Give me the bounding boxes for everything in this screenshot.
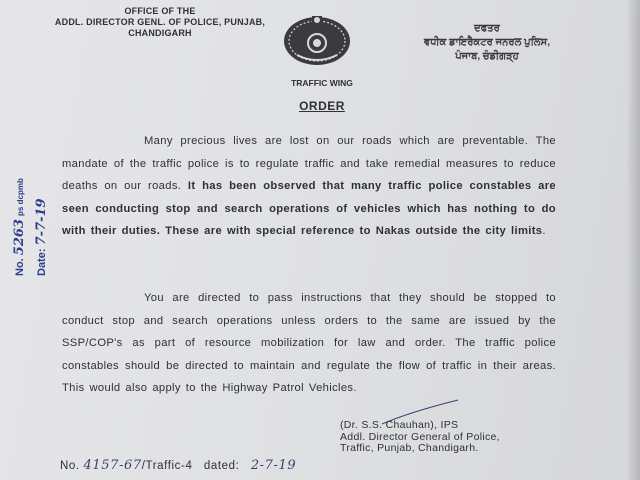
paragraph-2 (62, 287, 556, 400)
punjabi-line-1: ਦਫਤਰ (474, 23, 500, 34)
stamp-date-label: Date: (36, 248, 48, 276)
punjabi-line-3: ਪੰਜਾਬ, ਚੰਡੀਗੜ੍ਹ (455, 51, 519, 62)
signer-name: (Dr. S.S. Chauhan), IPS (340, 419, 459, 431)
letterhead-line-3: CHANDIGARH (128, 28, 192, 38)
memo-dated-label: dated: (203, 460, 240, 472)
stamp-date-row (34, 198, 49, 276)
letterhead-line-1: OFFICE OF THE (124, 6, 196, 16)
stamp-no-label: No. (14, 258, 26, 276)
punjab-police-emblem-icon (281, 11, 353, 67)
signer-designation: Addl. Director General of Police, (340, 430, 500, 443)
letterhead-english (36, 6, 284, 39)
memo-no-label: No. (60, 460, 80, 472)
stamp-no-value: 5263 (12, 219, 27, 256)
paragraph-1-normal: Many precious lives are lost on our roads which are preventable. The mandate of the traffic police is to regulate traffic and take remedial measures to reduce deaths on our roads. (62, 135, 556, 192)
paragraph-1-end: . (542, 225, 546, 237)
receipt-stamp (4, 136, 60, 276)
punjabi-line-2: ਵਧੀਕ ਡਾਇਰੈਕਟਰ ਜਨਰਲ ਪੁਲਿਸ, (423, 37, 550, 48)
stamp-number-row (12, 178, 27, 276)
page-shadow (626, 0, 640, 480)
signer-office: Traffic, Punjab, Chandigarh. (340, 442, 479, 454)
memo-no-value: 4157-67 (83, 458, 142, 473)
memo-section: /Traffic-4 (141, 460, 193, 472)
signature-block (340, 420, 580, 455)
paragraph-1-bold: It has been observed that many traffic police constables are seen conducting stop and search operations of vehicles which has nothing to do with their duties. These are with special reference to Nakas outside the city limits (62, 180, 556, 237)
memo-dated-value: 2-7-19 (250, 458, 297, 473)
memo-line (60, 458, 420, 473)
stamp-date-value: 7-7-19 (34, 198, 49, 246)
order-heading: ORDER (299, 99, 345, 113)
paragraph-2-text: You are directed to pass instructions that they should be stopped to conduct stop and search operations unless orders to the same are issued by the SSP/COP's as part of resource mobilization for law and order. The traffic police constables should be directed to maintain and regulate the flow of traffic in their areas. This would also apply to the Highway Patrol Vehicles. (62, 292, 556, 394)
letterhead-punjabi (392, 22, 582, 64)
wing-title: TRAFFIC WING (291, 78, 353, 88)
letterhead-line-2: ADDL. DIRECTOR GENL. OF POLICE, PUNJAB, (54, 17, 266, 27)
stamp-suffix: ps dcpmb (16, 178, 25, 216)
paragraph-1 (62, 130, 556, 243)
